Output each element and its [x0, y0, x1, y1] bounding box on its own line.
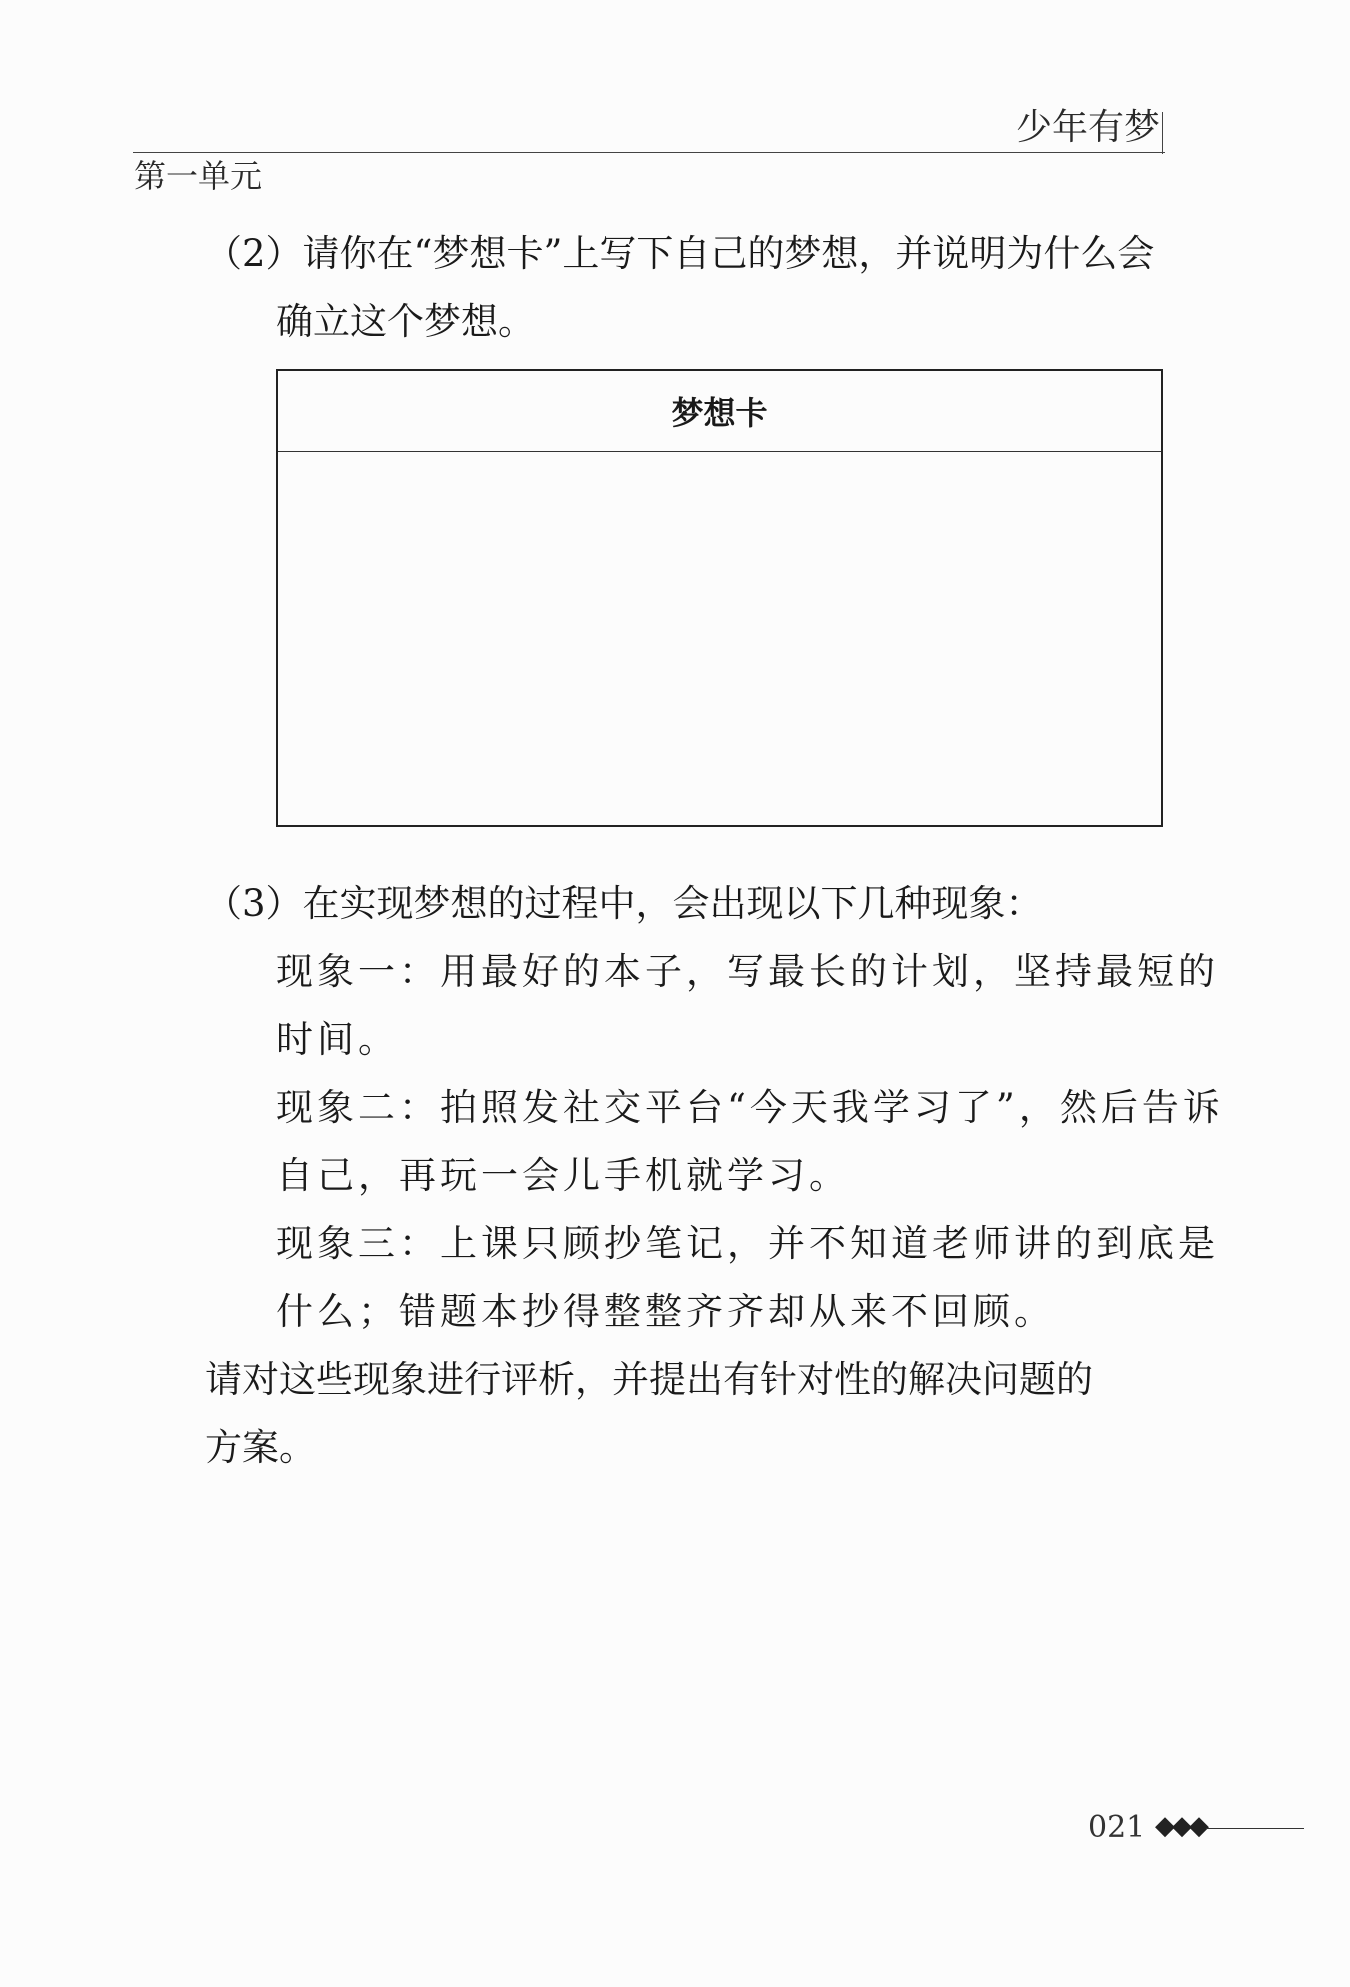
phenomenon2-line1: 现象二：拍照发社交平台“今天我学习了”，然后告诉 [276, 1086, 1224, 1129]
phenomenon3-line2: 什么；错题本抄得整整齐齐却从来不回顾。 [276, 1290, 1055, 1333]
dream-card [276, 369, 1163, 827]
phenomenon2-line2: 自己，再玩一会儿手机就学习。 [276, 1154, 850, 1197]
page-number: 021 [1088, 1810, 1146, 1845]
footer-rule [1206, 1828, 1304, 1829]
task-line1: 请对这些现象进行评析，并提出有针对性的解决问题的 [205, 1358, 1093, 1401]
question2-line2: 确立这个梦想。 [276, 300, 535, 343]
question3-intro [205, 880, 1043, 928]
phenomenon1-line1: 现象一：用最好的本子，写最长的计划，坚持最短的 [276, 950, 1219, 993]
unit-label: 第一单元 [134, 157, 263, 195]
question3-intro-text: 在实现梦想的过程中，会出现以下几种现象： [302, 882, 1043, 925]
question2-line1 [205, 230, 1154, 278]
question2-text-line1: 请你在“梦想卡”上写下自己的梦想，并说明为什么会 [302, 232, 1155, 275]
dream-card-title: 梦想卡 [278, 371, 1161, 452]
header-rule [133, 152, 1165, 153]
phenomenon1-line2: 时间。 [276, 1018, 399, 1061]
question2-number: （2） [205, 232, 303, 275]
phenomenon3-line1: 现象三：上课只顾抄笔记，并不知道老师讲的到底是 [276, 1222, 1219, 1265]
task-line2: 方案。 [205, 1426, 316, 1469]
unit-title: 少年有梦 [1015, 107, 1160, 148]
question3-number: （3） [205, 882, 303, 925]
diamond-ornament-icon: ◆◆◆ [1155, 1811, 1206, 1841]
header-tick [1162, 112, 1163, 154]
dream-card-writing-area[interactable] [278, 453, 1161, 825]
